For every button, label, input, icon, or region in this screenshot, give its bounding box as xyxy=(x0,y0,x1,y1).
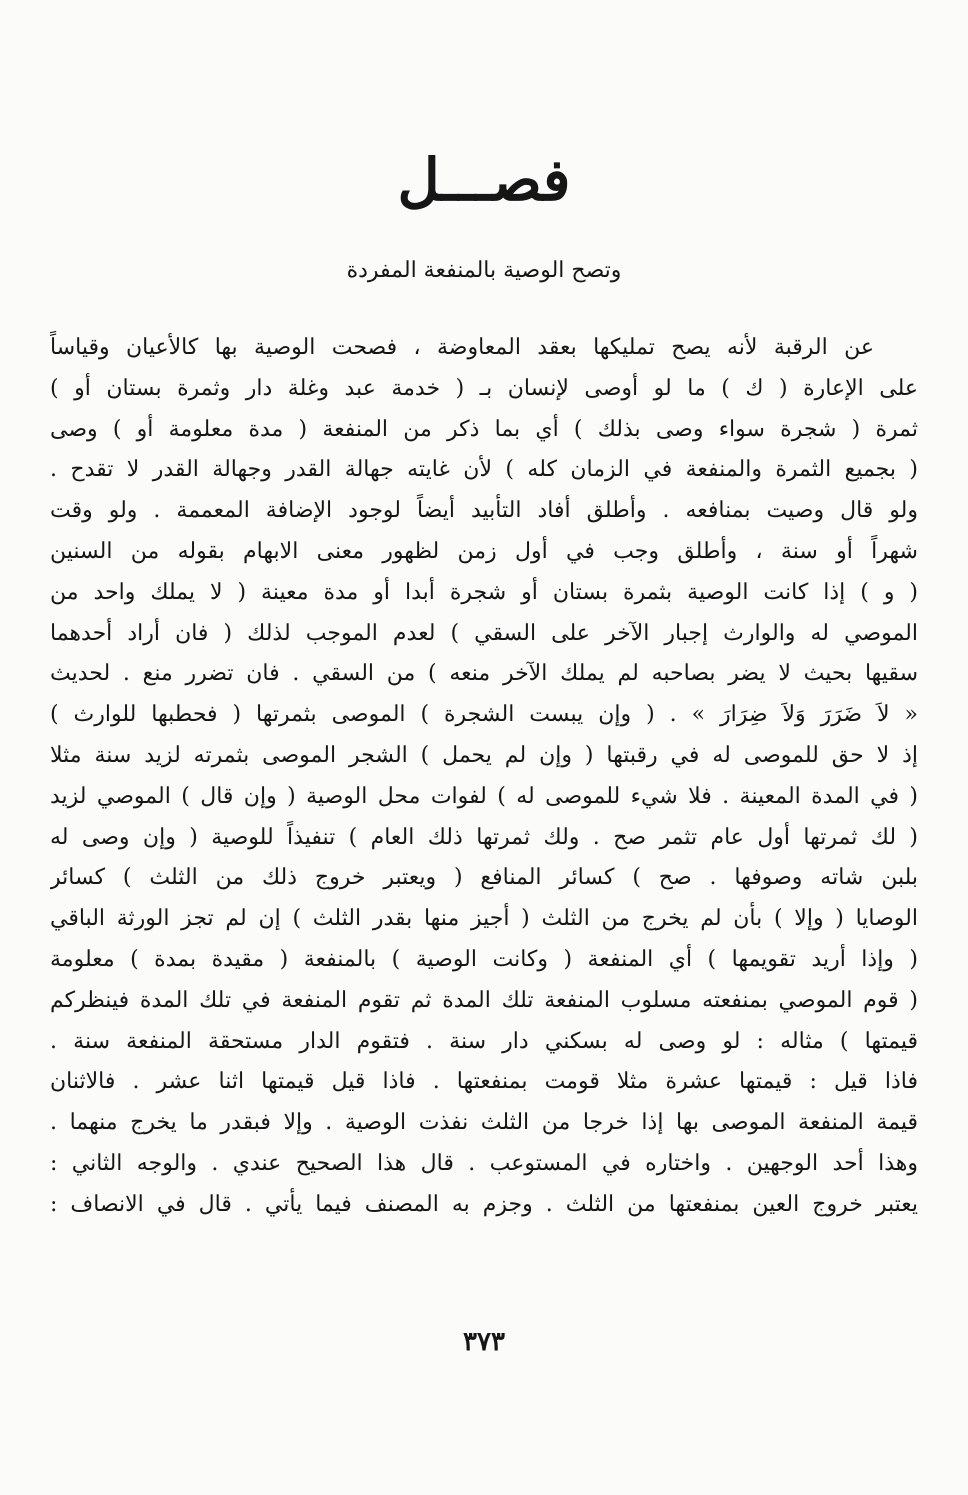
text-line: ولو قال وصيت بمنافعه . وأطلق أفاد التأبيد أيضاً لوجود الإضافة المعممة . ولو وقت xyxy=(50,498,918,524)
text-line: ( قوم الموصي بمنفعته مسلوب المنفعة تلك المدة ثم تقوم المنفعة في تلك المدة فينظركم xyxy=(50,987,918,1013)
text-line: ( بجميع الثمرة والمنفعة في الزمان كله ) لأن غايته جهالة القدر وجهالة القدر لا تقدح . xyxy=(50,457,918,483)
body-text xyxy=(50,328,918,1226)
text-line: بلبن شاته وصوفها . صح ) كسائر المنافع ( ويعتبر خروج ذلك من الثلث ) كسائر xyxy=(50,865,918,891)
text-line: وهذا أحد الوجهين . واختاره في المستوعب . قال هذا الصحيح عندي . والوجه الثاني : xyxy=(50,1150,918,1176)
text-line: ( وإذا أريد تقويمها ) أي المنفعة ( وكانت الوصية ) بالمنفعة ( مقيدة بمدة ) معلومة xyxy=(50,946,918,972)
text-line: الموصي له والوارث إجبار الآخر على السقي ) لعدم الموجب لذلك ( فان أراد أحدهما xyxy=(50,620,918,646)
text-line: الوصايا ( وإلا ) بأن لم يخرج من الثلث ( أجيز منها بقدر الثلث ) إن لم تجز الورثة الباقي xyxy=(50,906,918,932)
text-line: ( في المدة المعينة . فلا شيء للموصى له ) لفوات محل الوصية ( وإن قال ) الموصي لزيد xyxy=(50,783,918,809)
text-line: عن الرقبة لأنه يصح تمليكها بعقد المعاوضة ، فصحت الوصية بها كالأعيان وقياساً xyxy=(50,335,874,360)
text-line: ثمرة ( شجرة سواء وصى بذلك ) أي بما ذكر من المنفعة ( مدة معلومة أو ) وصى xyxy=(50,416,918,442)
text-line: قيمتها ) مثاله : لو وصى له بسكني دار سنة . فتقوم الدار مستحقة المنفعة سنة . xyxy=(50,1028,918,1054)
text-line: « لاَ ضَرَرَ وَلاَ ضِرَارَ » . ( وإن يبست الشجرة ) الموصى بثمرتها ( فحطبها للوارث ) xyxy=(50,702,918,728)
page-number: ٣٧٣ xyxy=(463,1327,505,1357)
text-line: شهراً أو سنة ، وأطلق وجب في أول زمن لظهور معنى الابهام بقوله من السنين xyxy=(50,538,918,564)
text-line: إذ لا حق للموصى له في رقبتها ( وإن لم يحمل ) الشجر الموصى بثمرته لزيد سنة مثلا xyxy=(50,742,918,768)
text-line: يعتبر خروج العين بمنفعتها من الثلث . وجزم به المصنف فيما يأتي . قال في الانصاف : xyxy=(50,1191,918,1217)
text-line: على الإعارة ( ك ) ما لو أوصى لإنسان بـ ( خدمة عبد وغلة دار وثمرة بستان أو ) xyxy=(50,375,918,401)
text-line: قيمة المنفعة الموصى بها إذا خرجا من الثلث نفذت الوصية . وإلا فبقدر ما يخرج منهما . xyxy=(50,1110,918,1136)
text-line: ( و ) إذا كانت الوصية بثمرة بستان أو شجرة أبدا أو مدة معينة ( لا يملك واحد من xyxy=(50,579,918,605)
text-line: فاذا قيل : قيمتها عشرة مثلا قومت بمنفعتها . فاذا قيل قيمتها اثنا عشر . فالاثنان xyxy=(50,1069,918,1095)
section-subheading: وتصح الوصية بالمنفعة المفردة xyxy=(346,258,622,283)
text-line: ( لك ثمرتها أول عام تثمر صح . ولك ثمرتها ذلك العام ) تنفيذاً للوصية ( وإن وصى له xyxy=(50,824,918,850)
section-heading: فصـــل xyxy=(397,146,571,214)
text-line: سقيها بحيث لا يضر بصاحبه لم يملك الآخر منعه ) من السقي . فان تضرر منع . لحديث xyxy=(50,661,918,687)
